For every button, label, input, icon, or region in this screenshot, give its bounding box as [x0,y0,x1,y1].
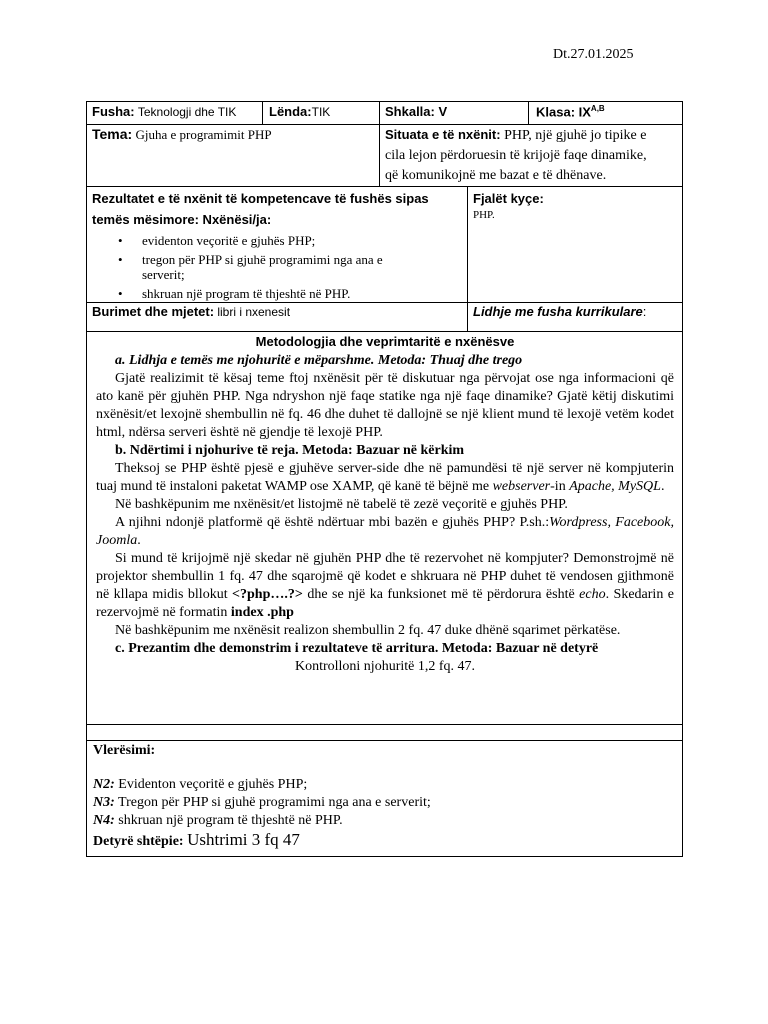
rezultatet-label-1: Rezultatet e të nxënit të kompetencave të fushës sipas [92,191,429,206]
klasa-label: Klasa: IX [536,104,591,120]
fusha-cell [92,104,236,120]
klasa-superscript: A,B [590,104,605,113]
detyre-label: Detyrë shtëpie: [93,834,184,849]
burimet-label: Burimet dhe mjetet: [92,304,215,319]
rezultatet-item: • shkruan një program të thjeshtë në PHP. [92,286,462,301]
rezultatet-list [92,233,462,301]
situata-text-3: që komunikojnë me bazat e të dhënave. [385,168,607,183]
lenda-value: TIK [311,105,331,119]
section-b-heading: b. Ndërtimi i njohurive të reja. Metoda: Bazuar në kërkim [115,443,465,458]
situata-label: Situata e të nxënit: [385,127,501,142]
rezultatet-item: • evidenton veçoritë e gjuhës PHP; [92,233,462,248]
vleresimi-n2: N2: Evidenton veçoritë e gjuhës PHP; [93,777,308,792]
rezultatet-item: • tregon për PHP si gjuhë programimi nga ana e serverit; [92,252,402,282]
detyre-shtepie [93,830,677,852]
metodologjia-content [96,332,674,676]
section-b-paragraph-1: Theksoj se PHP është pjesë e gjuhëve server-side dhe në pamundësi të një server në kompjuterin tuaj mund të instaloni paketat WAMP ose XAMP, që kanë të bëjnë me webserver-in Apache, MySQL. [96,461,674,494]
klasa-cell [536,104,605,120]
rezultatet-cell [92,188,462,301]
spacer-row [86,724,683,741]
section-c-paragraph: Kontrolloni njohuritë 1,2 fq. 47. [294,659,476,674]
document-date: Dt.27.01.2025 [553,47,634,62]
burimet-value: libri i nxenesit [217,305,291,319]
situata-text-1: PHP, një gjuhë jo tipike e [504,128,647,143]
section-a-paragraph: Gjatë realizimit të kësaj teme ftoj nxënësit për të diskutuar nga përvojat ose nga informacioni që ato kanë për gjuhën PHP. Nga ndryshon një faqe statike nga një faqe dinamike? Gjatë këtij diskutimi nxënësit/et lexojnë shembullin në fq. 46 dhe duhet të dallojnë se një klient mund të lexojë vetëm kodet html, ndërsa serveri është në gjendje të lexojë PHP. [96,371,674,440]
fusha-label: Fusha: [92,104,135,119]
burimet-cell [92,304,290,320]
vleresimi-label: Vlerësimi: [93,743,156,758]
section-a-heading: a. Lidhja e temës me njohuritë e mëparshme. Metoda: Thuaj dhe trego [115,353,523,368]
lenda-label: Lënda: [269,104,312,119]
section-c-heading: c. Prezantim dhe demonstrim i rezultateve të arritura. Metoda: Bazuar në detyrë [115,641,599,656]
rezultatet-label-2: temës mësimore: Nxënësi/ja: [92,212,272,227]
detyre-value: Ushtrimi 3 fq 47 [187,830,300,849]
lesson-plan-header-table [86,101,683,332]
vleresimi-content [93,742,677,852]
vleresimi-n4: N4: shkruan një program të thjeshtë në PHP. [93,813,343,828]
lidhje-label: Lidhje me fusha kurrikulare [473,304,643,319]
situata-cell [385,125,680,186]
vleresimi-box [86,740,683,857]
lidhje-suffix: : [642,304,647,319]
section-b-paragraph-4: Si mund të krijojmë një skedar në gjuhën PHP dhe të rezervohet në kompjuter? Demonstrojmë në projektor shembullin 1 fq. 47 dhe sqarojmë që kodet e shkruara në PHP duhet të vendosen gjithmonë në kllapa midis bllokut <?php….?> dhe se një ka funksionet më të përdorura është echo. Skedarin e rezervojmë në formatin index .php [96,551,674,620]
vleresimi-n3: N3: Tregon për PHP si gjuhë programimi nga ana e serverit; [93,795,431,810]
section-b-paragraph-2: Në bashkëpunim me nxënësit/et listojmë në tabelë të zezë veçoritë e gjuhës PHP. [115,497,568,512]
shkalla-cell: Shkalla: V [385,104,448,119]
tema-cell [92,126,272,143]
section-b-paragraph-5: Në bashkëpunim me nxënësit realizon shembullin 2 fq. 47 duke dhënë sqarimet përkatëse. [115,623,621,638]
fjalet-label: Fjalët kyçe: [473,191,544,206]
metodologjia-box [86,332,683,725]
situata-text-2: cila lejon përdoruesin të krijojë faqe dinamike, [385,148,647,163]
fjalet-value: PHP. [473,209,495,221]
fusha-value: Teknologji dhe TIK [137,105,237,119]
tema-value: Gjuha e programimit PHP [135,127,272,142]
lenda-cell [269,104,330,120]
tema-label: Tema: [92,126,133,142]
fjalet-cell [473,188,544,221]
lidhje-cell [473,304,646,320]
metodologjia-title: Metodologjia dhe veprimtaritë e nxënësve [255,334,515,349]
section-b-paragraph-3: A njihni ndonjë platformë që është ndërtuar mbi bazën e gjuhës PHP? P.sh.:Wordpress, Facebook, Joomla. [96,515,674,548]
